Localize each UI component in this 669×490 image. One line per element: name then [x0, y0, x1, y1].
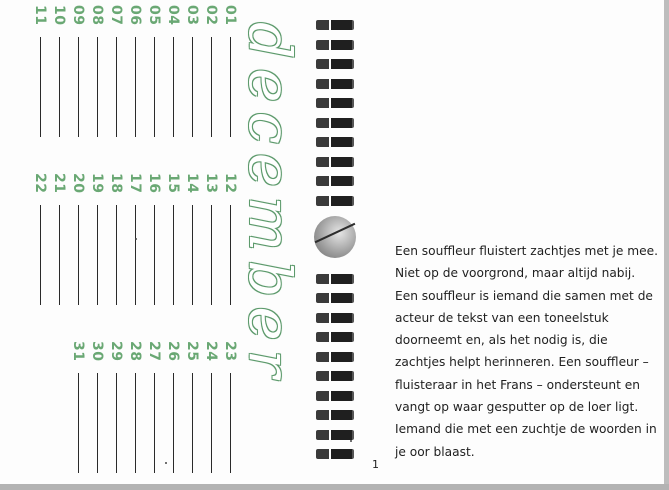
- spiral-ring: [316, 196, 354, 206]
- spiral-ring: [316, 293, 354, 303]
- spiral-ring: [316, 98, 354, 108]
- day-number: 06: [127, 5, 144, 26]
- writing-line: [211, 373, 212, 473]
- day-row: [145, 173, 164, 313]
- day-number: 03: [184, 5, 201, 26]
- day-row: [126, 5, 145, 145]
- writing-line: [154, 373, 155, 473]
- day-row: [164, 173, 183, 313]
- page-edge-right: [664, 0, 669, 490]
- writing-line: [97, 37, 98, 137]
- day-number: 05: [146, 5, 163, 26]
- day-number: 17: [127, 173, 144, 194]
- day-number: 04: [165, 5, 182, 26]
- day-number: 23: [222, 341, 239, 362]
- writing-line: [192, 205, 193, 305]
- day-number: 14: [184, 173, 201, 194]
- writing-line: [135, 37, 136, 137]
- spiral-ring: [316, 157, 354, 167]
- day-number: 16: [146, 173, 163, 194]
- day-number: 18: [108, 173, 125, 194]
- day-row: [202, 341, 221, 481]
- spiral-ring: [316, 79, 354, 89]
- day-row: [88, 173, 107, 313]
- writing-line: [135, 205, 136, 305]
- day-number: 01: [222, 5, 239, 26]
- day-row: [50, 5, 69, 145]
- month-title: december: [236, 22, 304, 387]
- spiral-ring: [316, 59, 354, 69]
- spiral-ring: [316, 410, 354, 420]
- page-number: 1: [372, 458, 379, 471]
- day-number: 24: [203, 341, 220, 362]
- day-row: [88, 341, 107, 481]
- day-number: 30: [89, 341, 106, 362]
- day-number: 25: [184, 341, 201, 362]
- paper-speck: [165, 462, 167, 464]
- day-row: [183, 173, 202, 313]
- writing-line: [78, 373, 79, 473]
- day-number: 11: [32, 5, 49, 26]
- day-row: [69, 341, 88, 481]
- day-row: [126, 173, 145, 313]
- writing-line: [78, 37, 79, 137]
- day-row: [145, 5, 164, 145]
- writing-line: [59, 205, 60, 305]
- day-row: [69, 5, 88, 145]
- day-row: [50, 173, 69, 313]
- day-column-2: [31, 173, 240, 313]
- day-row: [145, 341, 164, 481]
- writing-line: [116, 373, 117, 473]
- day-number: 19: [89, 173, 106, 194]
- day-row: [88, 5, 107, 145]
- writing-line: [173, 37, 174, 137]
- spiral-ring: [316, 313, 354, 323]
- writing-line: [59, 37, 60, 137]
- writing-line: [230, 37, 231, 137]
- day-row: [107, 5, 126, 145]
- writing-line: [211, 37, 212, 137]
- day-number: 10: [51, 5, 68, 26]
- day-row: [183, 5, 202, 145]
- day-number: 21: [51, 173, 68, 194]
- writing-line: [173, 373, 174, 473]
- day-number: 07: [108, 5, 125, 26]
- spiral-ring: [316, 371, 354, 381]
- writing-line: [173, 205, 174, 305]
- writing-line: [135, 373, 136, 473]
- writing-line: [116, 205, 117, 305]
- spiral-ring: [316, 40, 354, 50]
- day-column-1: [31, 5, 240, 145]
- hanger-hook-icon: [314, 216, 356, 258]
- spiral-ring: [316, 391, 354, 401]
- day-number: 28: [127, 341, 144, 362]
- spiral-ring: [316, 137, 354, 147]
- day-number: 15: [165, 173, 182, 194]
- day-number: 29: [108, 341, 125, 362]
- writing-line: [40, 37, 41, 137]
- day-row: [183, 341, 202, 481]
- spiral-binding: [316, 20, 356, 460]
- spiral-ring: [316, 118, 354, 128]
- day-row: [126, 341, 145, 481]
- spiral-ring: [316, 176, 354, 186]
- day-number: 22: [32, 173, 49, 194]
- day-list: [0, 5, 240, 484]
- day-row: [107, 341, 126, 481]
- day-number: 20: [70, 173, 87, 194]
- day-number: 08: [89, 5, 106, 26]
- day-number: 09: [70, 5, 87, 26]
- day-number: 02: [203, 5, 220, 26]
- writing-line: [192, 373, 193, 473]
- day-row: [31, 173, 50, 313]
- day-row: [31, 5, 50, 145]
- spiral-ring: [316, 449, 354, 459]
- writing-line: [192, 37, 193, 137]
- spiral-ring: [316, 20, 354, 30]
- paper-speck: [350, 440, 352, 442]
- day-row: [107, 173, 126, 313]
- day-row: [164, 5, 183, 145]
- spiral-ring: [316, 332, 354, 342]
- day-number: 12: [222, 173, 239, 194]
- day-number: 13: [203, 173, 220, 194]
- page-edge-bottom: [0, 484, 669, 490]
- day-number: 27: [146, 341, 163, 362]
- spiral-ring: [316, 274, 354, 284]
- writing-line: [97, 373, 98, 473]
- spiral-ring: [316, 352, 354, 362]
- day-column-3: [69, 341, 240, 481]
- day-number: 31: [70, 341, 87, 362]
- day-row: [202, 5, 221, 145]
- writing-line: [40, 205, 41, 305]
- writing-line: [116, 37, 117, 137]
- body-text: Een souffleur fluistert zachtjes met je mee. Niet op de voorgrond, maar altijd nabij. Een souffleur is iemand die samen met de acteur de tekst van een toneelstuk doorneemt en, als het nodig is, die zachtjes helpt herinneren. Een souffleur – fluisteraar in het Frans – ondersteunt en vangt op waar gesputter op de loer ligt. Iemand die met een zuchtje de woorden in je oor blaast.: [395, 244, 658, 459]
- writing-line: [78, 205, 79, 305]
- writing-line: [154, 37, 155, 137]
- day-row: [164, 341, 183, 481]
- writing-line: [154, 205, 155, 305]
- writing-line: [97, 205, 98, 305]
- day-row: [69, 173, 88, 313]
- day-row: [202, 173, 221, 313]
- writing-line: [230, 205, 231, 305]
- day-number: 26: [165, 341, 182, 362]
- writing-line: [230, 373, 231, 473]
- paper-speck: [135, 238, 137, 240]
- spiral-ring: [316, 430, 354, 440]
- writing-line: [211, 205, 212, 305]
